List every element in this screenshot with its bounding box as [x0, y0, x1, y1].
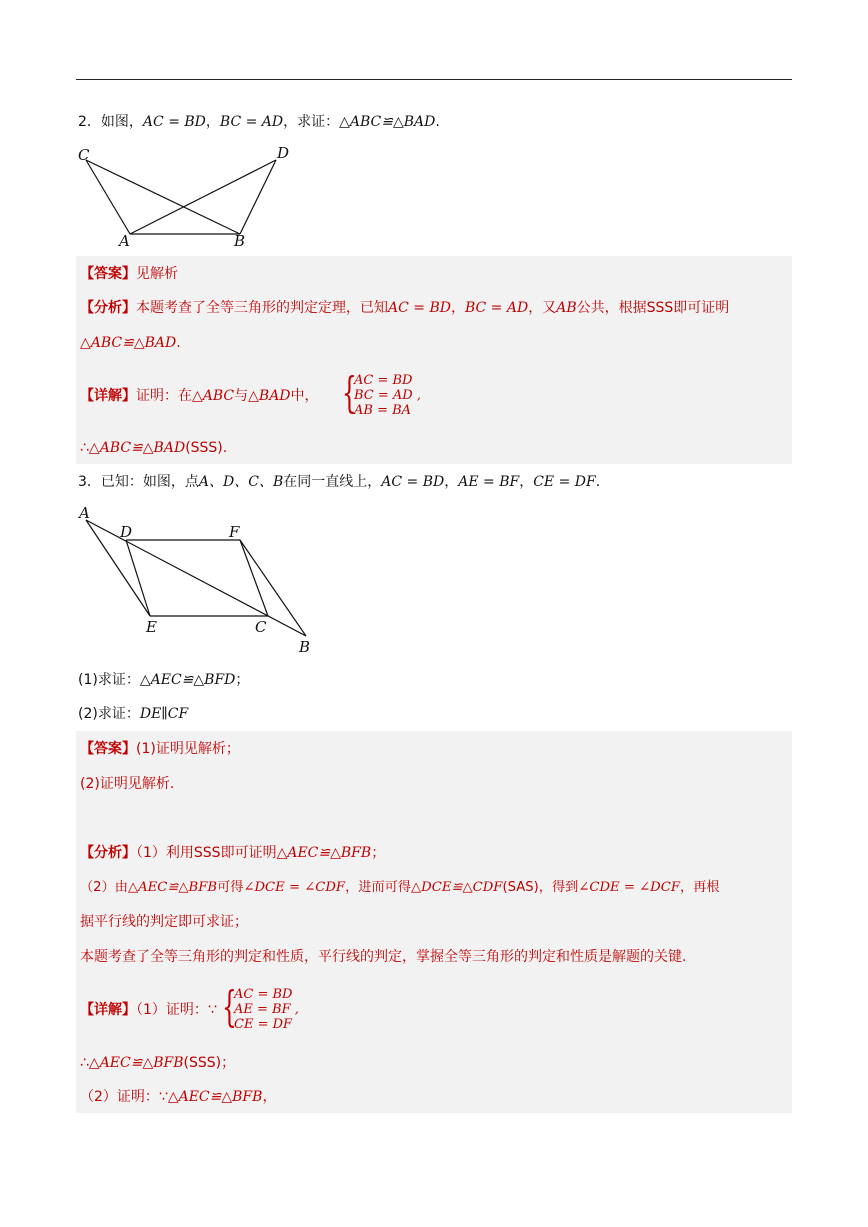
q2-label-C: C [78, 146, 90, 164]
q2-label-A: A [119, 232, 130, 250]
q3-label-D: D [120, 523, 133, 541]
q2-label-B: B [234, 232, 246, 250]
q2-analysis-line2: △ABC≌△BAD. [80, 335, 181, 351]
q2-seg-CB [86, 160, 240, 234]
q3-seg-AB [86, 520, 306, 636]
q2-figure [70, 140, 310, 252]
q3-part2: (2)求证：DE∥CF [78, 706, 189, 722]
q2-system-brace: { [342, 368, 357, 417]
q3-part1: (1)求证：△AEC≌△BFD； [78, 672, 250, 688]
q3-label-F: F [229, 523, 240, 541]
q2-label-D: D [277, 144, 290, 162]
q3-detail: 【详解】（1）证明：∵ [80, 1002, 217, 1018]
q3-conclusion: ∴△AEC≌△BFB(SSS)； [80, 1055, 236, 1071]
q2-conclusion: ∴△ABC≌△BAD(SSS). [80, 440, 228, 456]
q3-system-brace: { [222, 982, 237, 1031]
q3-analysis-3: 本题考查了全等三角形的判定和性质，平行线的判定，掌握全等三角形的判定和性质是解题的关键. [80, 949, 687, 965]
header-rule [76, 79, 792, 80]
q2-number: 2． [78, 114, 101, 130]
q2-detail: 【详解】证明：在△ABC与△BAD中， [80, 388, 319, 404]
q3-answer: 【答案】(1)证明见解析； [80, 741, 240, 757]
q2-answer: 【答案】见解析 [80, 266, 178, 282]
q3-answer-2: (2)证明见解析. [80, 776, 175, 792]
q3-label-E: E [146, 618, 157, 636]
q3-label-C: C [255, 618, 267, 636]
q3-seg-FB [240, 540, 306, 636]
q3-label-B: B [299, 638, 311, 656]
q2-stem: 2．如图，AC = BD，BC = AD，求证：△ABC≌△BAD. [78, 114, 440, 130]
q2-solution-panel [76, 256, 792, 464]
q3-number: 3． [78, 474, 101, 490]
q3-system: AC = BD AE = BF , CE = DF [234, 987, 299, 1032]
q2-seg-AD [130, 160, 276, 234]
q3-analysis-1: 【分析】（1）利用SSS即可证明△AEC≌△BFB； [80, 845, 386, 861]
q3-label-A: A [79, 504, 90, 522]
q2-seg-BD [240, 160, 276, 234]
q2-system: AC = BD BC = AD , AB = BA [354, 373, 421, 418]
q3-analysis-2: （2）由△AEC≌△BFB可得∠DCE = ∠CDF，进而可得△DCE≌△CDF(SAS)，得到∠CDE = ∠DCF，再根 [80, 880, 720, 895]
q3-figure [70, 500, 330, 660]
q3-seg-FC [240, 540, 268, 616]
q2-analysis: 【分析】本题考查了全等三角形的判定定理，已知AC = BD，BC = AD，又AB公共，根据SSS即可证明 [80, 300, 730, 316]
q3-part2-proof: （2）证明：∵△AEC≌△BFB， [80, 1089, 277, 1105]
q3-stem: 3．已知：如图，点A、D、C、B在同一直线上，AC = BD，AE = BF，CE = DF. [78, 474, 601, 490]
q3-analysis-2-line2: 据平行线的判定即可求证； [80, 914, 248, 930]
q3-seg-AE [86, 520, 150, 616]
